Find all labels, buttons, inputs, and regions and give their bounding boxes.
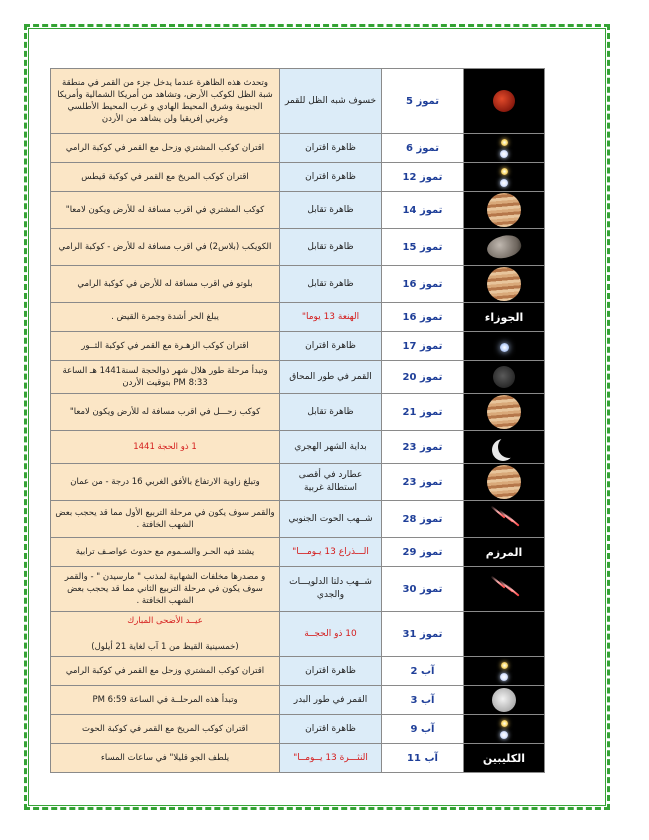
event-date: آب 3	[382, 686, 464, 715]
crescent-icon	[498, 436, 520, 458]
event-date: تموز 17	[382, 332, 464, 361]
event-type: ظاهرة تقابل	[280, 394, 382, 431]
event-type: بداية الشهر الهجري	[280, 431, 382, 464]
event-image	[464, 538, 545, 567]
event-date: تموز 23	[382, 464, 464, 501]
event-date: آب 11	[382, 744, 464, 773]
meteor-icon	[487, 507, 521, 531]
event-type: شــهب الحوت الجنوبي	[280, 501, 382, 538]
event-image	[464, 229, 545, 266]
event-description	[51, 612, 280, 657]
event-type: عطارد في أقصى استطالة غربية	[280, 464, 382, 501]
event-type: ظاهرة اقتران	[280, 163, 382, 192]
event-date: تموز 30	[382, 567, 464, 612]
event-description-main: عيــد الأضحى المبارك	[127, 616, 203, 626]
event-description: وتحدث هذه الظاهرة عندما يدخل جزء من القمر في منطقة شبة الظل لكوكب الأرض، وتشاهد من أمريكا الشمالية وأمريكا الجنوبية وشرق المحيط الهادي و غرب المحيط الأطلسي وغربي إفريقيا ولن يشاهد من الأردن	[51, 69, 280, 134]
event-type: النثـــرة 13 يــومــا"	[280, 744, 382, 773]
event-type: القمر في طور البدر	[280, 686, 382, 715]
event-date: تموز 12	[382, 163, 464, 192]
saturn-icon	[487, 395, 521, 429]
event-image	[464, 163, 545, 192]
table-row	[51, 332, 545, 361]
event-image	[464, 567, 545, 612]
event-type: 10 ذو الحجــة	[280, 612, 382, 657]
event-description: يشتد فيه الحـر والسـموم مع حدوث عواصـف ترابية	[51, 538, 280, 567]
zodiac-label: الجوزاء	[484, 311, 524, 324]
event-type: الهنعة 13 يوما"	[280, 303, 382, 332]
event-description: 1 ذو الحجة 1441	[51, 431, 280, 464]
event-description: اقتران كوكب الزهـرة مع القمر في كوكبة الثــور	[51, 332, 280, 361]
event-description: والقمر سوف يكون في مرحلة التربيع الأول مما قد يحجب بعض الشهب الخافتة .	[51, 501, 280, 538]
event-type: ظاهرة تقابل	[280, 229, 382, 266]
event-description-note: (خمسينية القيظ من 1 آب لغاية 21 أيلول)	[91, 642, 239, 652]
event-date: تموز 6	[382, 134, 464, 163]
event-description: اقتران كوكب المريخ مع القمر في كوكبة الحوت	[51, 715, 280, 744]
event-date: تموز 29	[382, 538, 464, 567]
event-date: آب 9	[382, 715, 464, 744]
table-row	[51, 612, 545, 657]
conjunction-icon	[500, 168, 508, 187]
event-date: تموز 23	[382, 431, 464, 464]
event-date: تموز 5	[382, 69, 464, 134]
event-type: خسوف شبه الظل للقمر	[280, 69, 382, 134]
meteor-icon	[487, 577, 521, 601]
event-description: وتبلغ زاوية الارتفاع بالأفق الغربي 16 درجة - من عمان	[51, 464, 280, 501]
table-row	[51, 303, 545, 332]
table-row	[51, 431, 545, 464]
event-image	[464, 192, 545, 229]
event-description: وتبدأ هذه المرحلــة في الساعة 6:59 PM	[51, 686, 280, 715]
table-row	[51, 394, 545, 431]
zodiac-label: المرزم	[485, 546, 523, 559]
event-image	[464, 303, 545, 332]
event-description: يبلغ الحر أشدة وجمرة القيض .	[51, 303, 280, 332]
event-image	[464, 686, 545, 715]
event-image	[464, 715, 545, 744]
event-date: تموز 15	[382, 229, 464, 266]
event-description: و مصدرها مخلفات الشهابية لمذنب " مارسيدن " - والقمر سوف يكون في مرحلة التربيع الثاني مما قد يحجب بعض الشهب الخافتة .	[51, 567, 280, 612]
asteroid-icon	[484, 231, 523, 263]
jupiter-icon	[487, 193, 521, 227]
event-image	[464, 394, 545, 431]
table-row	[51, 686, 545, 715]
event-image	[464, 266, 545, 303]
zodiac-label: الكليبين	[482, 752, 526, 765]
event-image	[464, 332, 545, 361]
event-type: ظاهرة اقتران	[280, 657, 382, 686]
event-image	[464, 134, 545, 163]
table-row	[51, 229, 545, 266]
event-date: تموز 28	[382, 501, 464, 538]
event-type: ظاهرة تقابل	[280, 266, 382, 303]
event-date: تموز 20	[382, 361, 464, 394]
table-row	[51, 192, 545, 229]
table-row	[51, 163, 545, 192]
dark-moon-icon	[493, 366, 515, 388]
conjunction-icon	[500, 662, 508, 681]
event-image	[464, 744, 545, 773]
event-image	[464, 464, 545, 501]
conjunction-icon	[500, 720, 508, 739]
event-image	[464, 69, 545, 134]
event-description: الكويكب (بلاس2) في اقرب مسافة له للأرض - كوكبة الرامي	[51, 229, 280, 266]
event-date: تموز 16	[382, 303, 464, 332]
event-image	[464, 501, 545, 538]
table-row	[51, 464, 545, 501]
event-image	[464, 612, 545, 657]
event-description: وتبدأ مرحلة طور هلال شهر ذوالحجة لسنة1441 هـ الساعة 8:33 PM بتوقيت الأردن	[51, 361, 280, 394]
astronomical-events-table	[50, 68, 545, 773]
event-date: تموز 16	[382, 266, 464, 303]
event-type: ظاهرة اقتران	[280, 332, 382, 361]
event-date: تموز 31	[382, 612, 464, 657]
event-date: تموز 14	[382, 192, 464, 229]
event-image	[464, 431, 545, 464]
event-date: تموز 21	[382, 394, 464, 431]
event-image	[464, 361, 545, 394]
table-row	[51, 567, 545, 612]
table-row	[51, 715, 545, 744]
conjunction-icon	[500, 139, 508, 158]
event-type: ظاهرة اقتران	[280, 134, 382, 163]
event-type: شــهب دلتا الدلويـــات والجدي	[280, 567, 382, 612]
table-row	[51, 361, 545, 394]
table-row	[51, 744, 545, 773]
event-type: ظاهرة اقتران	[280, 715, 382, 744]
red-moon-icon	[493, 90, 515, 112]
table-row	[51, 538, 545, 567]
table-row	[51, 69, 545, 134]
table-row	[51, 501, 545, 538]
event-description: اقتران كوكب المشتري وزحل مع القمر في كوكبة الرامي	[51, 657, 280, 686]
planet-icon	[487, 267, 521, 301]
mercury-icon	[487, 465, 521, 499]
event-type: القمر في طور المحاق	[280, 361, 382, 394]
event-type: الـــذراع 13 يـومـــا"	[280, 538, 382, 567]
event-image	[464, 657, 545, 686]
event-description: كوكب المشتري في اقرب مسافة له للأرض ويكون لامعا"	[51, 192, 280, 229]
event-date: آب 2	[382, 657, 464, 686]
event-description: يلطف الجو قليلا" في ساعات المساء	[51, 744, 280, 773]
full-moon-icon	[492, 688, 516, 712]
table-row	[51, 266, 545, 303]
event-description: بلوتو في اقرب مسافة له للأرض في كوكبة الرامي	[51, 266, 280, 303]
star-icon	[500, 343, 509, 352]
event-description: اقتران كوكب المشتري وزحل مع القمر في كوكبة الرامي	[51, 134, 280, 163]
event-description: كوكب زحـــل في اقرب مسافة له للأرض ويكون لامعا"	[51, 394, 280, 431]
table-row	[51, 134, 545, 163]
event-description: اقتران كوكب المريخ مع القمر في كوكبة قيطس	[51, 163, 280, 192]
event-type: ظاهرة تقابل	[280, 192, 382, 229]
table-row	[51, 657, 545, 686]
